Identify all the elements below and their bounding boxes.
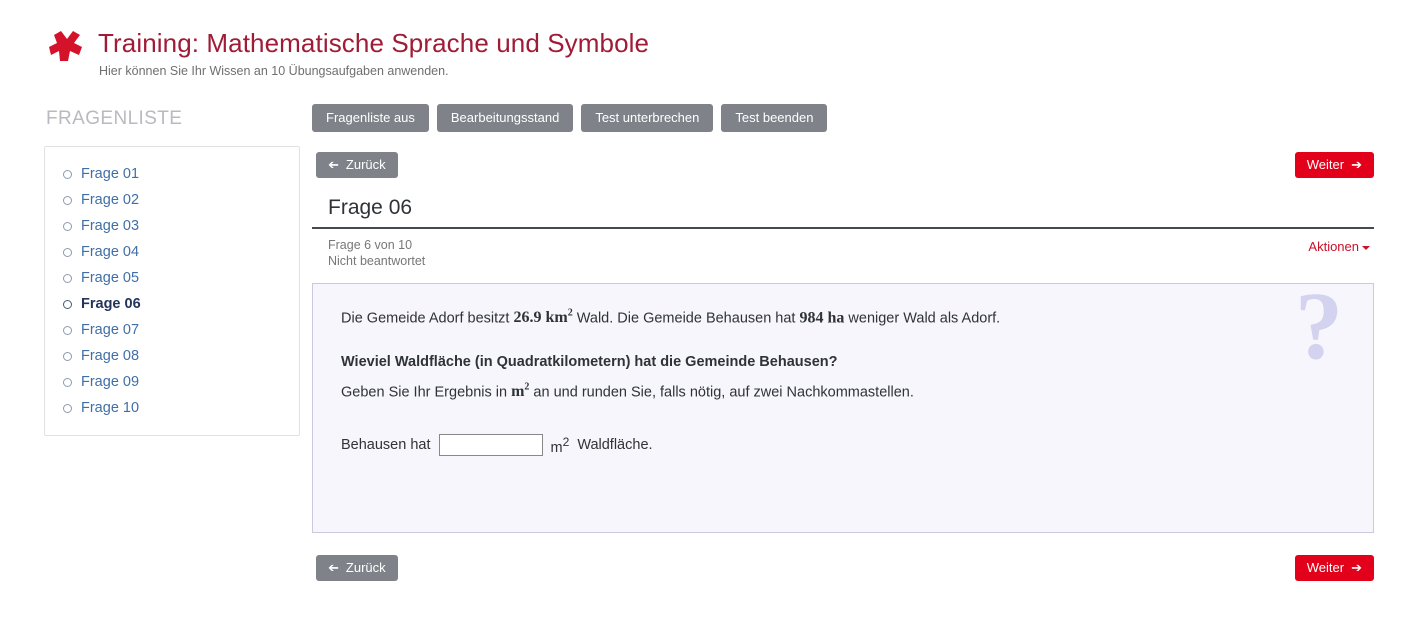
next-button-label: Weiter — [1306, 157, 1345, 172]
question-mark-watermark: ? — [1295, 283, 1343, 379]
back-button-label: Zurück — [345, 157, 386, 172]
sidebar-item-label: Frage 10 — [81, 400, 140, 416]
sidebar-item-label: Frage 02 — [81, 192, 140, 208]
statement-value-1: 26.9 $km^2$ — [513, 308, 573, 327]
sidebar-item-label: Frage 06 — [81, 296, 141, 312]
sidebar-item-frage-09[interactable] — [45, 369, 299, 395]
sidebar-item-label: Frage 01 — [81, 166, 140, 182]
answer-unit: $m^2$ — [550, 434, 570, 456]
sidebar-item-frage-03[interactable] — [45, 213, 299, 239]
question-body — [312, 283, 1374, 533]
statement-value-2: 984 ha — [799, 309, 845, 327]
progress-status-button[interactable]: Bearbeitungsstand — [437, 104, 573, 132]
arrow-left-icon: ➔ — [328, 157, 339, 172]
toolbar — [312, 104, 1374, 132]
sidebar-item-frage-10[interactable] — [45, 395, 299, 421]
sidebar-item-label: Frage 03 — [81, 218, 140, 234]
main-content — [312, 104, 1374, 581]
hint-after: an und runden Sie, falls nötig, auf zwei Nachkommastellen. — [529, 384, 914, 401]
question-prompt: Wieviel Waldfläche (in Quadratkilometern) hat die Gemeinde Behausen? — [341, 354, 838, 371]
next-button-bottom[interactable] — [1295, 555, 1374, 581]
statement-part-1: Die Gemeide Adorf besitzt — [341, 310, 514, 327]
page-header — [0, 0, 1417, 96]
question-hint — [341, 380, 1345, 404]
radio-icon — [63, 196, 72, 205]
radio-icon — [63, 326, 72, 335]
arrow-right-icon: ➔ — [1351, 560, 1362, 575]
sidebar-item-frage-05[interactable] — [45, 265, 299, 291]
question-counter: Frage 6 von 10 — [328, 238, 413, 252]
statement-part-3: weniger Wald als Adorf. — [844, 310, 1001, 327]
sidebar-item-frage-04[interactable] — [45, 239, 299, 265]
back-button-bottom[interactable] — [316, 555, 398, 581]
back-button-top[interactable] — [316, 152, 398, 178]
radio-icon — [63, 404, 72, 413]
page-title: Training: Mathematische Sprache und Symbole — [98, 28, 650, 58]
arrow-right-icon: ➔ — [1351, 157, 1362, 172]
sidebar-item-frage-01[interactable] — [45, 161, 299, 187]
actions-menu[interactable] — [1308, 239, 1370, 254]
hint-unit: $m^2$ — [511, 382, 530, 401]
sidebar — [44, 108, 300, 436]
suspend-test-button[interactable]: Test unterbrechen — [581, 104, 713, 132]
question-status: Nicht beantwortet — [328, 254, 426, 268]
top-nav-row — [312, 152, 1374, 178]
sidebar-item-frage-06[interactable] — [45, 291, 299, 317]
radio-icon — [63, 248, 72, 257]
back-button-label: Zurück — [345, 560, 386, 575]
answer-input[interactable] — [439, 434, 543, 456]
chevron-down-icon — [1362, 246, 1370, 250]
question-title-bar — [312, 196, 1374, 229]
answer-row — [341, 434, 1345, 456]
radio-icon — [63, 170, 72, 179]
arrow-left-icon: ➔ — [328, 560, 339, 575]
finish-test-button[interactable]: Test beenden — [721, 104, 827, 132]
sidebar-item-frage-02[interactable] — [45, 187, 299, 213]
question-title: Frage 06 — [328, 196, 413, 219]
toggle-question-list-button[interactable]: Fragenliste aus — [312, 104, 429, 132]
radio-icon — [63, 300, 72, 309]
sidebar-item-frage-07[interactable] — [45, 317, 299, 343]
sidebar-item-label: Frage 08 — [81, 348, 140, 364]
answer-prefix-label: Behausen hat — [341, 437, 431, 454]
puzzle-piece-icon — [48, 28, 86, 66]
sidebar-heading: FRAGENLISTE — [46, 108, 183, 129]
page-subtitle: Hier können Sie Ihr Wissen an 10 Übungsaufgaben anwenden. — [99, 64, 449, 78]
question-list — [44, 146, 300, 436]
sidebar-item-label: Frage 07 — [81, 322, 140, 338]
sidebar-item-label: Frage 04 — [81, 244, 140, 260]
next-button-label: Weiter — [1306, 560, 1345, 575]
sidebar-item-label: Frage 09 — [81, 374, 140, 390]
sidebar-item-frage-08[interactable] — [45, 343, 299, 369]
radio-icon — [63, 222, 72, 231]
next-button-top[interactable] — [1295, 152, 1374, 178]
actions-menu-label: Aktionen — [1308, 239, 1359, 254]
bottom-nav-row — [312, 555, 1374, 581]
radio-icon — [63, 274, 72, 283]
sidebar-item-label: Frage 05 — [81, 270, 140, 286]
hint-before: Geben Sie Ihr Ergebnis in — [341, 384, 512, 401]
answer-suffix-label: Waldfläche. — [577, 437, 653, 454]
statement-part-2: Wald. Die Gemeide Behausen hat — [572, 310, 800, 327]
radio-icon — [63, 352, 72, 361]
question-statement — [341, 306, 1345, 330]
question-meta — [312, 229, 1374, 273]
radio-icon — [63, 378, 72, 387]
